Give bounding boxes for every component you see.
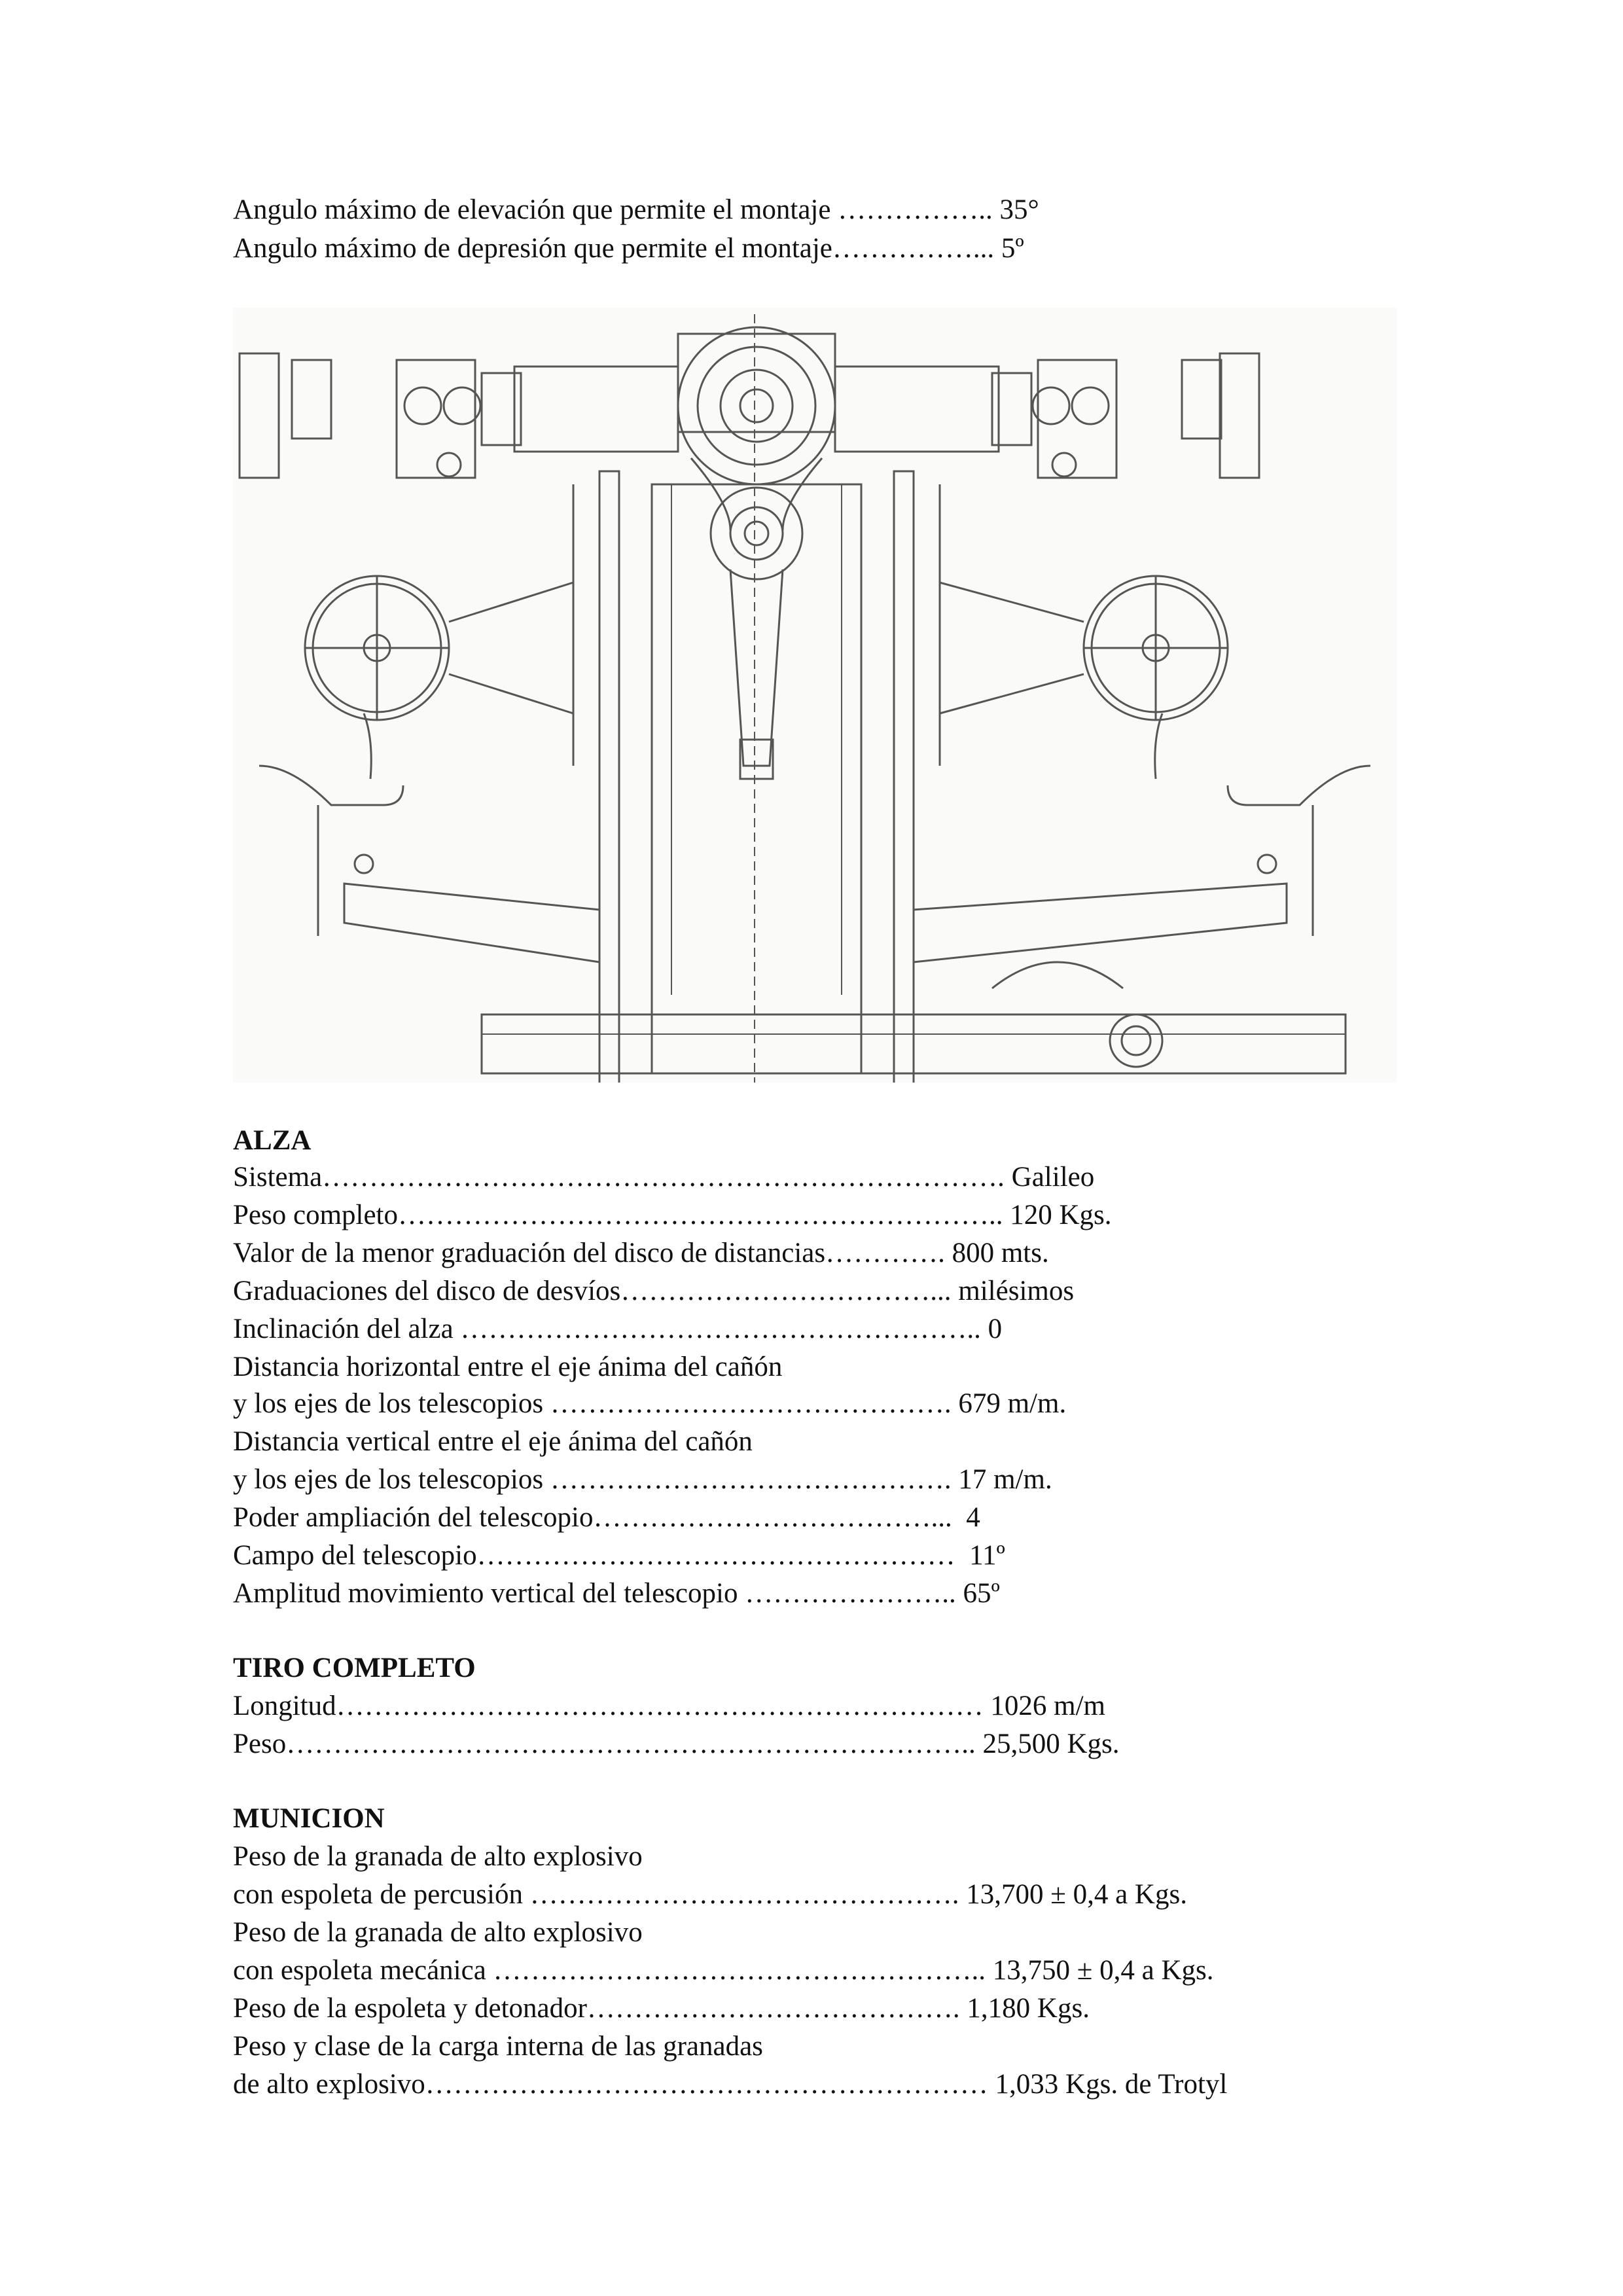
municion-line-granada-mecanica-value: con espoleta mecánica …………………………………………….. 13,750 ± 0,4 a Kgs. bbox=[233, 1955, 1214, 1986]
municion-line-granada-mecanica: Peso de la granada de alto explosivo bbox=[233, 1917, 643, 1948]
municion-line-carga-interna-value: de alto explosivo…………………………………………………… 1,033 Kgs. de Trotyl bbox=[233, 2069, 1228, 2100]
alza-line-sistema: Sistema………………………………………………………………. Galileo bbox=[233, 1162, 1095, 1193]
alza-line-amplitud: Amplitud movimiento vertical del telescopio ………………….. 65º bbox=[233, 1578, 1000, 1609]
alza-line-inclinacion: Inclinación del alza ……………………………………………….. 0 bbox=[233, 1314, 1003, 1344]
gun-mount-drawing bbox=[233, 308, 1397, 1083]
spec-depression-angle: Angulo máximo de depresión que permite el montaje……………... 5º bbox=[233, 233, 1024, 264]
alza-line-distancia-vertical: Distancia vertical entre el eje ánima del cañón bbox=[233, 1426, 753, 1457]
municion-line-granada-percusion-value: con espoleta de percusión ………………………………………. 13,700 ± 0,4 a Kgs. bbox=[233, 1879, 1187, 1910]
section-heading-municion: MUNICION bbox=[233, 1803, 385, 1834]
alza-line-peso: Peso completo……………………………………………………….. 120 Kgs. bbox=[233, 1200, 1112, 1230]
section-heading-tiro-completo: TIRO COMPLETO bbox=[233, 1653, 476, 1683]
alza-line-distancia-vertical-value: y los ejes de los telescopios ……………………………………. 17 m/m. bbox=[233, 1464, 1052, 1495]
tiro-line-longitud: Longitud…………………………………………………………… 1026 m/m bbox=[233, 1691, 1105, 1721]
alza-line-graduacion-distancias: Valor de la menor graduación del disco de distancias…………. 800 mts. bbox=[233, 1238, 1049, 1268]
municion-line-carga-interna: Peso y clase de la carga interna de las granadas bbox=[233, 2031, 763, 2062]
section-heading-alza: ALZA bbox=[233, 1125, 312, 1156]
alza-line-distancia-horizontal-value: y los ejes de los telescopios ……………………………………. 679 m/m. bbox=[233, 1388, 1067, 1419]
spec-elevation-angle: Angulo máximo de elevación que permite el montaje …………….. 35° bbox=[233, 194, 1039, 225]
municion-line-espoleta: Peso de la espoleta y detonador…………………………………. 1,180 Kgs. bbox=[233, 1993, 1090, 2024]
municion-line-granada-percusion: Peso de la granada de alto explosivo bbox=[233, 1841, 643, 1872]
tiro-line-peso: Peso……………………………………………………………….. 25,500 Kgs. bbox=[233, 1729, 1120, 1759]
alza-line-distancia-horizontal: Distancia horizontal entre el eje ánima del cañón bbox=[233, 1352, 783, 1382]
alza-line-graduaciones-desvios: Graduaciones del disco de desvíos……………………………... milésimos bbox=[233, 1276, 1075, 1306]
alza-line-poder-ampliacion: Poder ampliación del telescopio………………………………... 4 bbox=[233, 1502, 980, 1533]
alza-line-campo: Campo del telescopio…………………………………………… 11º bbox=[233, 1540, 1005, 1571]
